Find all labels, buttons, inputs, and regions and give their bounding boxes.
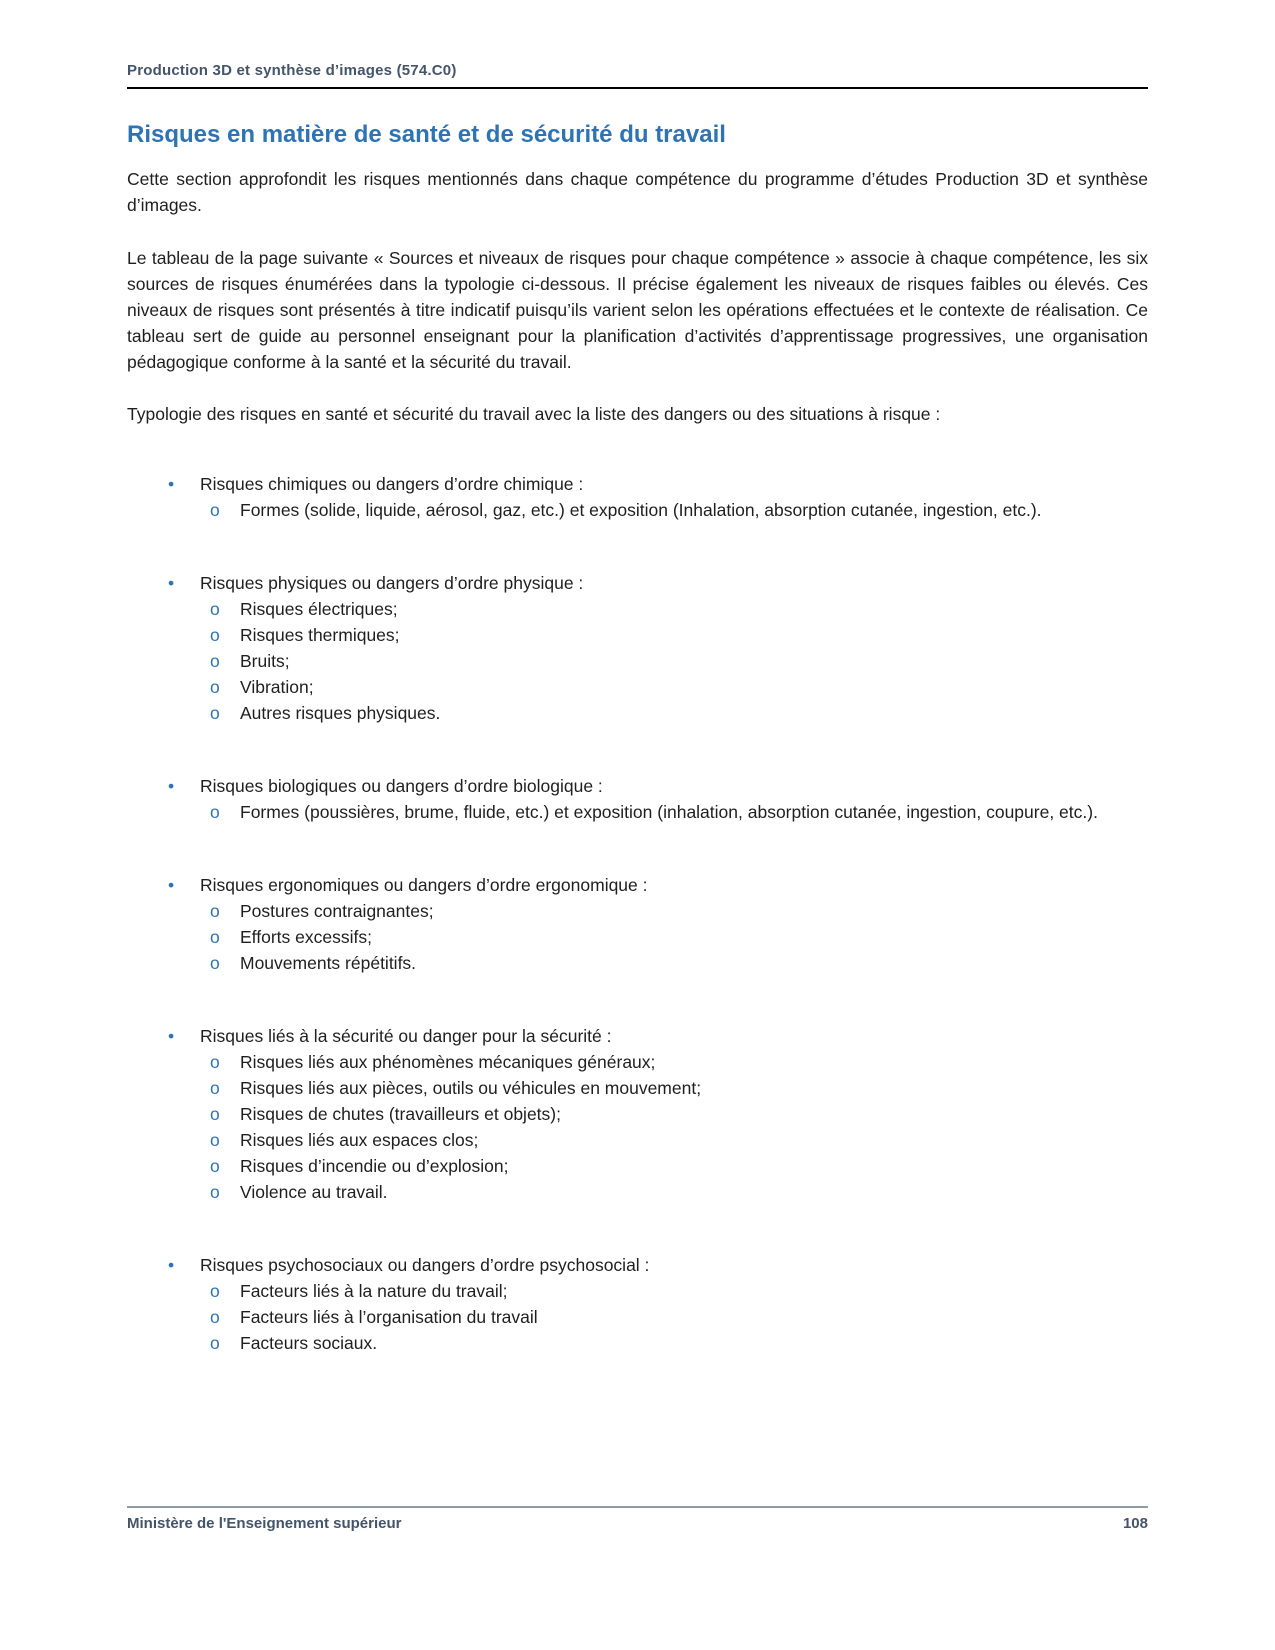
sub-list-item-label: Risques de chutes (travailleurs et objets); [240,1104,561,1124]
sub-list-item-label: Risques thermiques; [240,625,400,645]
sub-list-item-label: Mouvements répétitifs. [240,953,417,973]
circle-bullet-icon: o [210,1104,220,1124]
bullet-icon: • [168,1255,175,1275]
sub-list-item [127,497,1148,523]
sub-list-item [127,1049,1148,1075]
sub-list-item [127,1075,1148,1101]
sub-list-item [127,1153,1148,1179]
circle-bullet-icon: o [210,901,220,921]
bullet-icon: • [168,474,175,494]
circle-bullet-icon: o [210,1052,220,1072]
sub-list-item-label: Violence au travail. [240,1182,388,1202]
list-item [127,471,1148,497]
circle-bullet-icon: o [210,1130,220,1150]
sub-list-item-label: Risques liés aux phénomènes mécaniques généraux; [240,1052,656,1072]
list-item [127,872,1148,898]
sub-list-item [127,799,1148,825]
typology-item-ergonomiques [127,872,1148,976]
sub-list-item-label: Risques liés aux espaces clos; [240,1130,479,1150]
sub-list-item [127,898,1148,924]
circle-bullet-icon: o [210,927,220,947]
list-item-label: Risques ergonomiques ou dangers d’ordre ergonomique : [200,875,648,895]
list-item [127,1023,1148,1049]
sub-list-item [127,648,1148,674]
sub-list-item [127,1179,1148,1205]
sub-list-item-label: Risques liés aux pièces, outils ou véhicules en mouvement; [240,1078,702,1098]
list-item-label: Risques biologiques ou dangers d’ordre biologique : [200,776,603,796]
sub-list-item-label: Efforts excessifs; [240,927,372,947]
page-number: 108 [1122,1515,1148,1532]
typology-item-biologiques [127,773,1148,825]
sub-list-item-label: Facteurs liés à la nature du travail; [240,1281,508,1301]
circle-bullet-icon: o [210,953,220,973]
circle-bullet-icon: o [210,1307,220,1327]
circle-bullet-icon: o [210,500,220,520]
sub-list-item-label: Postures contraignantes; [240,901,434,921]
bullet-icon: • [168,776,175,796]
running-title: Production 3D et synthèse d’images (574.C0) [127,62,457,79]
list-item-label: Risques psychosociaux ou dangers d’ordre psychosocial : [200,1255,650,1275]
sub-list-item [127,700,1148,726]
typology-item-securite [127,1023,1148,1205]
list-item [127,1252,1148,1278]
sub-list-item-label: Risques électriques; [240,599,398,619]
bullet-icon: • [168,1026,175,1046]
sub-list-item-label: Risques d’incendie ou d’explosion; [240,1156,509,1176]
sub-list-item [127,622,1148,648]
typology-item-chimiques [127,471,1148,523]
page-title: Risques en matière de santé et de sécurité du travail [127,121,726,148]
circle-bullet-icon: o [210,1156,220,1176]
sub-list-item [127,674,1148,700]
sub-list-item-label: Facteurs sociaux. [240,1333,378,1353]
sub-list-item-label: Vibration; [240,677,314,697]
sub-list-item-label: Facteurs liés à l’organisation du travail [240,1307,538,1327]
circle-bullet-icon: o [210,677,220,697]
document-body [127,120,1148,1356]
sub-list-item [127,1330,1148,1356]
page-footer [127,1506,1148,1532]
list-item-label: Risques physiques ou dangers d’ordre physique : [200,573,584,593]
paragraph-intro: Cette section approfondit les risques mentionnés dans chaque compétence du programme d’études Production 3D et synthèse d’images. [127,169,1148,215]
circle-bullet-icon: o [210,802,220,822]
typology-item-psychosociaux [127,1252,1148,1356]
sub-list-item [127,1278,1148,1304]
sub-list-item-label: Bruits; [240,651,290,671]
list-item [127,570,1148,596]
sub-list-item-label: Formes (solide, liquide, aérosol, gaz, etc.) et exposition (Inhalation, absorption cutanée, ingestion, etc.). [240,500,1042,520]
circle-bullet-icon: o [210,599,220,619]
sub-list-item-label: Autres risques physiques. [240,703,441,723]
footer-ministry-label: Ministère de l'Enseignement supérieur [127,1515,402,1532]
sub-list-item [127,596,1148,622]
sub-list-item [127,1101,1148,1127]
list-item [127,773,1148,799]
circle-bullet-icon: o [210,703,220,723]
typology-item-physiques [127,570,1148,726]
circle-bullet-icon: o [210,1281,220,1301]
paragraph-typology-intro: Typologie des risques en santé et sécurité du travail avec la liste des dangers ou des situations à risque : [127,404,941,424]
sub-list-item [127,1127,1148,1153]
bullet-icon: • [168,573,175,593]
paragraph-table-description: Le tableau de la page suivante « Sources et niveaux de risques pour chaque compétence » associe à chaque compétence, les six sources de risques énumérées dans la typologie ci-dessous. Il précise également les niveaux de risques faibles ou élevés. Ces niveaux de risques sont présentés à titre indicatif puisqu’ils varient selon les opérations effectuées et le contexte de réalisation. Ce tableau sert de guide au personnel enseignant pour la planification d’activités d’apprentissage progressives, une organisation pédagogique conforme à la santé et la sécurité du travail. [127,248,1148,372]
bullet-icon: • [168,875,175,895]
sub-list-item [127,950,1148,976]
list-item-label: Risques liés à la sécurité ou danger pour la sécurité : [200,1026,612,1046]
sub-list-item-label: Formes (poussières, brume, fluide, etc.) et exposition (inhalation, absorption cutanée, ingestion, coupure, etc.). [240,802,1098,822]
circle-bullet-icon: o [210,625,220,645]
circle-bullet-icon: o [210,1182,220,1202]
list-item-label: Risques chimiques ou dangers d’ordre chimique : [200,474,584,494]
circle-bullet-icon: o [210,651,220,671]
sub-list-item [127,1304,1148,1330]
circle-bullet-icon: o [210,1078,220,1098]
sub-list-item [127,924,1148,950]
circle-bullet-icon: o [210,1333,220,1353]
page-header [127,62,1148,89]
